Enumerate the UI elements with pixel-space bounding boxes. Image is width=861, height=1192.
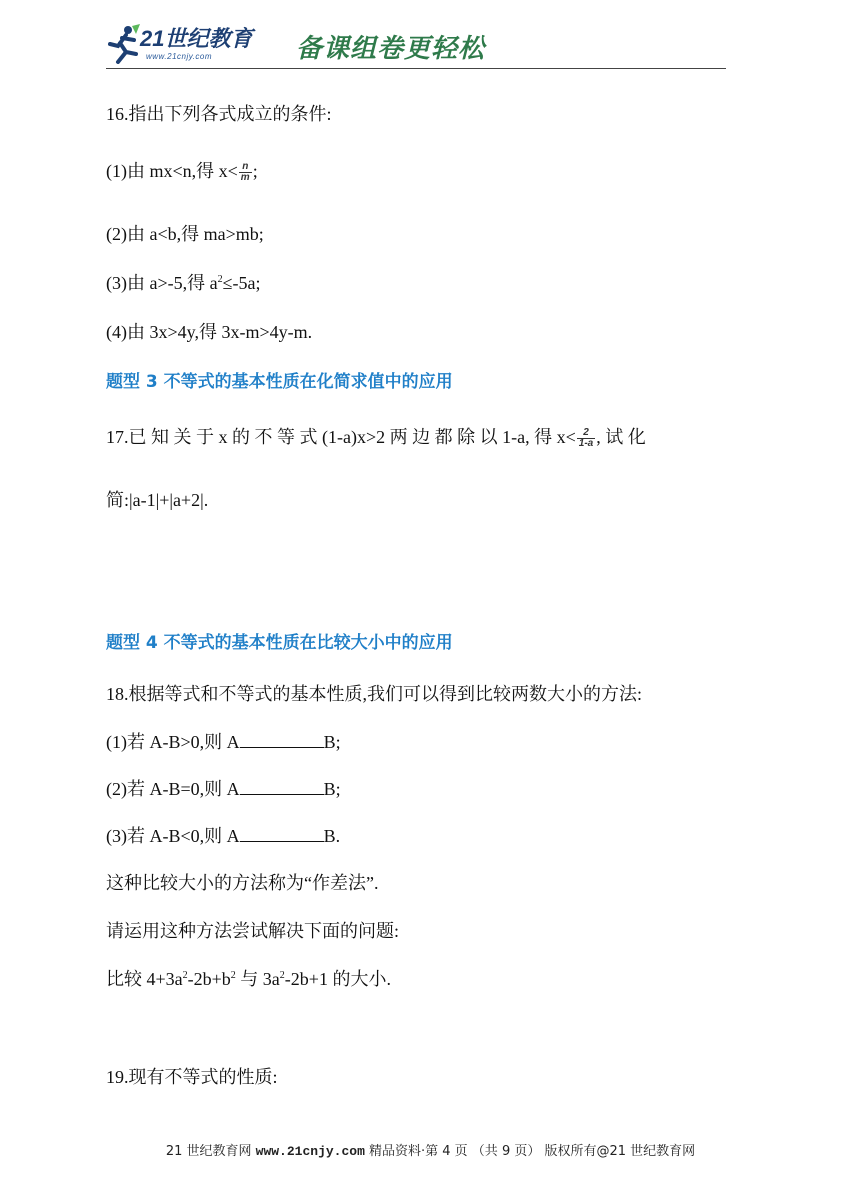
header-divider [106, 68, 726, 69]
runner-icon [106, 24, 142, 64]
q18-ask: 请运用这种方法尝试解决下面的问题: [106, 921, 399, 941]
compare-part-c: 与 3a [235, 969, 280, 989]
q16-part1-text: (1)由 mx<n,得 x< [106, 161, 238, 181]
footer-left: 21 世纪教育网 [165, 1144, 256, 1159]
q18-compare [106, 965, 391, 991]
q18-part1 [106, 728, 341, 754]
q18-part1-suffix: B; [323, 732, 341, 752]
q16-part1 [106, 157, 258, 183]
fraction-denominator: 1-a [578, 438, 594, 450]
compare-part-a: 比较 4+3a [106, 969, 183, 989]
superscript: 2 [279, 970, 285, 981]
section-heading-4: 题型 4 不等式的基本性质在比较大小中的应用 [106, 633, 453, 653]
site-logo [106, 22, 296, 66]
page-footer [0, 1140, 861, 1159]
q16-stem: 16.指出下列各式成立的条件: [106, 104, 332, 124]
answer-blank-3[interactable] [240, 827, 324, 842]
answer-blank-1[interactable] [240, 733, 324, 748]
q16-part3-suffix: ≤-5a; [222, 273, 261, 293]
q17-text: 17.已 知 关 于 x 的 不 等 式 (1-a)x>2 两 边 都 除 以 1-a, 得 x< [106, 427, 576, 447]
fraction-2-over-1-minus-a [577, 428, 595, 449]
q18-stem: 18.根据等式和不等式的基本性质,我们可以得到比较两数大小的方法: [106, 684, 642, 704]
superscript: 2 [217, 274, 223, 285]
logo-text: 21世纪教育 [140, 26, 253, 51]
q16-part1-suffix: ; [252, 161, 258, 181]
q18-part1-text: (1)若 A-B>0,则 A [106, 732, 240, 752]
q18-part3-suffix: B. [323, 826, 341, 846]
logo-url: www.21cnjy.com [146, 52, 212, 61]
page-header [106, 20, 726, 70]
q18-part3-text: (3)若 A-B<0,则 A [106, 826, 240, 846]
superscript: 2 [230, 970, 236, 981]
q18-part2-suffix: B; [323, 779, 341, 799]
superscript: 2 [182, 970, 188, 981]
q18-note: 这种比较大小的方法称为“作差法”. [106, 873, 379, 893]
q18-part3 [106, 822, 340, 848]
footer-site-link[interactable]: www.21cnjy.com [255, 1144, 365, 1159]
q17-line1 [106, 423, 646, 449]
q18-part2 [106, 775, 341, 801]
fraction-denominator: m [240, 172, 250, 184]
q17-line2: 简:|a-1|+|a+2|. [106, 490, 209, 510]
q18-part2-text: (2)若 A-B=0,则 A [106, 779, 240, 799]
q16-part3 [106, 269, 261, 295]
q17-text-suffix: , 试 化 [596, 427, 646, 447]
compare-part-b: -2b+b [187, 969, 231, 989]
fraction-numerator: n [242, 161, 249, 173]
fraction-numerator: 2 [583, 427, 589, 439]
q16-part3-text: (3)由 a>-5,得 a [106, 273, 218, 293]
compare-part-d: -2b+1 的大小. [284, 969, 391, 989]
section-heading-3: 题型 3 不等式的基本性质在化简求值中的应用 [106, 372, 453, 392]
footer-right: 精品资料·第 4 页 （共 9 页） 版权所有@21 世纪教育网 [364, 1144, 696, 1159]
answer-blank-2[interactable] [240, 780, 324, 795]
q16-part4: (4)由 3x>4y,得 3x-m>4y-m. [106, 322, 313, 342]
header-slogan: 备课组卷更轻松 [296, 34, 486, 64]
fraction-n-over-m [239, 162, 252, 183]
q16-part2: (2)由 a<b,得 ma>mb; [106, 224, 264, 244]
q19-stem: 19.现有不等式的性质: [106, 1067, 278, 1087]
